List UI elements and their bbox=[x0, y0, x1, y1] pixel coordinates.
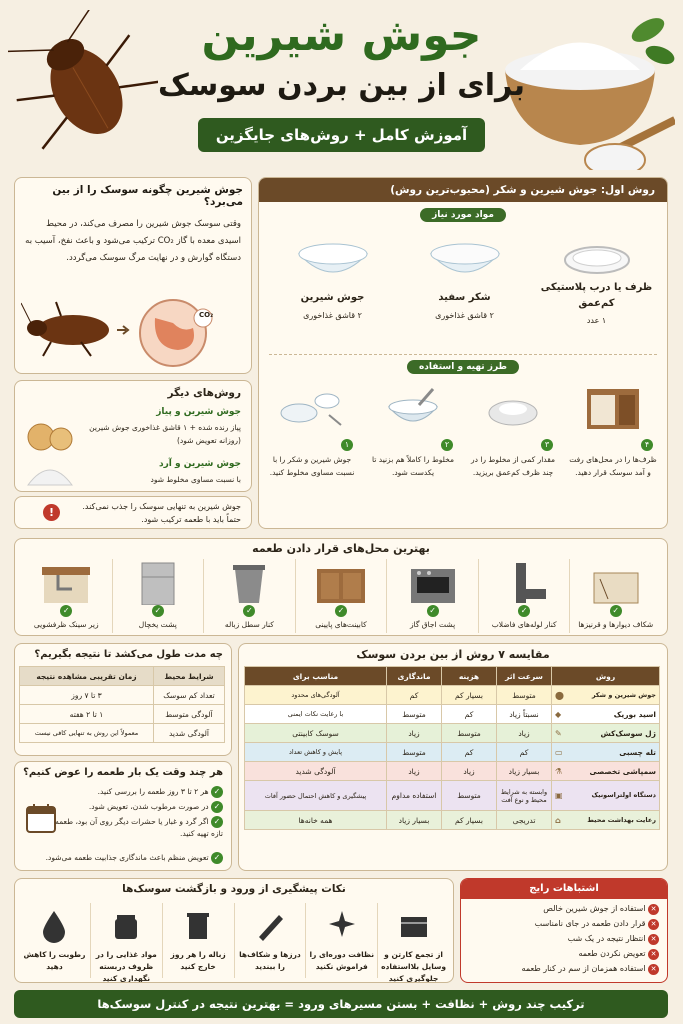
compare-title: مقایسه ۷ روش از بین بردن سوسک bbox=[356, 648, 550, 661]
compare-table bbox=[244, 666, 660, 830]
table-row: ✎ ژل سوسک‌کش زیاد متوسط زیاد سوسک کابینتی bbox=[245, 724, 660, 743]
sparkle-icon bbox=[323, 907, 361, 945]
dish-icon bbox=[483, 385, 543, 431]
other-method-item bbox=[71, 407, 241, 447]
list-item: ✕ قرار دادن طعمه در جای نامناسب bbox=[469, 918, 659, 930]
other-methods-title: روش‌های دیگر bbox=[167, 387, 241, 399]
water-drop-icon bbox=[35, 907, 73, 945]
prevention-text: زباله را هر روز خارج کنید bbox=[170, 950, 226, 971]
method-icon: ▭ bbox=[555, 747, 563, 757]
check-icon: ✓ bbox=[427, 605, 439, 617]
prevention-item bbox=[377, 903, 449, 983]
material-item bbox=[402, 238, 527, 320]
check-icon: ✓ bbox=[211, 786, 223, 798]
method1-title: روش اول: جوش شیرین و شکر (محبوب‌ترین روش) bbox=[259, 178, 667, 202]
compare-card bbox=[238, 643, 668, 871]
table-header: مناسب برای bbox=[245, 667, 387, 686]
list-item: ✓ هر ۲ تا ۳ روز طعمه را بررسی کنید. bbox=[51, 786, 223, 798]
step-text: مقدار کمی از مخلوط را در چند ظرف کم‌عمق بریزید. bbox=[470, 455, 556, 477]
material-name: شکر سفید bbox=[438, 292, 491, 303]
list-item: ✓ در صورت مرطوب شدن، تعویض شود. bbox=[51, 801, 223, 813]
place-item bbox=[112, 559, 204, 633]
step-number: ۲ bbox=[441, 439, 453, 451]
places-title: بهترین محل‌های قرار دادن طعمه bbox=[252, 542, 430, 555]
stove-icon bbox=[405, 559, 461, 605]
table-row: ◆ اسید بوریک نسبتاً زیاد کم متوسط با رعایت نکات ایمنی bbox=[245, 705, 660, 724]
step-number: ۴ bbox=[641, 439, 653, 451]
place-label: کابینت‌های پایینی bbox=[315, 620, 367, 629]
prevention-item bbox=[234, 903, 306, 978]
place-label: کنار سطل زباله bbox=[224, 620, 274, 629]
check-icon: ✓ bbox=[335, 605, 347, 617]
table-row: ⬤ جوش شیرین و شکر متوسط بسیار کم کم آلودگی‌های محدود bbox=[245, 686, 660, 705]
step-text: ظرف‌ها را در محل‌های رفت و آمد سوسک قرار دهید. bbox=[569, 455, 657, 477]
place-item bbox=[478, 559, 570, 633]
flour-icon bbox=[25, 461, 75, 487]
list-item: ✓ اگر گرد و غبار یا حشرات دیگر روی آن بود، طعمه تازه تهیه کنید. bbox=[55, 817, 223, 838]
check-icon: ✓ bbox=[60, 605, 72, 617]
table-header: زمان تقریبی مشاهده نتیجه bbox=[20, 667, 154, 686]
list-item: ✕ استفاده همزمان از سم در کنار طعمه bbox=[469, 963, 659, 975]
material-name: ظرف یا درب پلاستیکی کم‌عمق bbox=[540, 282, 653, 309]
trash-bin-icon bbox=[221, 559, 277, 605]
mixing-bowl-icon bbox=[383, 385, 443, 431]
box-icon bbox=[395, 907, 433, 945]
place-label: کنار لوله‌های فاضلاب bbox=[491, 620, 557, 629]
table-row: ⌂ رعایت بهداشت محیط تدریجی بسیار کم بسیار زیاد همه خانه‌ها bbox=[245, 811, 660, 830]
table-row: ⚗ سمپاشی تخصصی بسیار زیاد زیاد زیاد آلودگی شدید bbox=[245, 762, 660, 781]
table-row: آلودگی شدید معمولاً این روش به تنهایی کافی نیست bbox=[20, 724, 225, 743]
material-qty: ۱ عدد bbox=[586, 316, 607, 325]
prevention-text: رطوبت را کاهش دهید bbox=[23, 950, 86, 971]
header bbox=[0, 0, 683, 170]
duration-card bbox=[14, 643, 232, 756]
mistakes-card bbox=[460, 878, 668, 983]
check-icon: ✓ bbox=[152, 605, 164, 617]
place-item bbox=[21, 559, 112, 633]
trash-icon bbox=[179, 907, 217, 945]
page-title: جوش شیرین bbox=[201, 10, 482, 61]
table-row: آلودگی متوسط ۱ تا ۲ هفته bbox=[20, 705, 225, 724]
other-methods-card bbox=[14, 380, 252, 492]
footer-banner: ترکیب چند روش + نظافت + بستن مسیرهای ورود = بهترین نتیجه در کنترل سوسک‌ها bbox=[14, 990, 668, 1018]
material-qty: ۲ قاشق غذاخوری bbox=[435, 311, 494, 320]
method-icon: ◆ bbox=[555, 709, 562, 719]
sink-icon bbox=[38, 559, 94, 605]
stomach-icon bbox=[133, 298, 228, 368]
step-item bbox=[467, 385, 559, 479]
sealant-icon bbox=[251, 907, 289, 945]
material-item bbox=[534, 238, 659, 325]
co2-label: CO₂ bbox=[199, 311, 214, 319]
food-container-icon bbox=[107, 907, 145, 945]
plastic-lid-icon bbox=[562, 238, 632, 278]
prevention-text: مواد غذایی را در ظروف دربسته نگهداری کنید bbox=[95, 950, 157, 983]
close-icon: ✕ bbox=[648, 904, 659, 915]
drain-pipe-icon bbox=[496, 559, 552, 605]
warning-card bbox=[14, 496, 252, 529]
table-header: هزینه bbox=[442, 667, 497, 686]
table-row: تعداد کم سوسک ۳ تا ۷ روز bbox=[20, 686, 225, 705]
place-item bbox=[386, 559, 478, 633]
material-qty: ۲ قاشق غذاخوری bbox=[303, 311, 362, 320]
step-text: مخلوط را کاملاً هم بزنید تا یکدست شود. bbox=[372, 455, 454, 477]
replace-list bbox=[51, 786, 223, 843]
replace-card bbox=[14, 761, 232, 871]
header-banner: آموزش کامل + روش‌های جایگزین bbox=[198, 118, 485, 152]
list-item: ✕ انتظار نتیجه در یک شب bbox=[469, 933, 659, 945]
replace-title: هر چند وقت یک بار طعمه را عوض کنیم؟ bbox=[23, 767, 223, 778]
check-icon: ✓ bbox=[518, 605, 530, 617]
method-icon: ⚗ bbox=[555, 766, 563, 776]
table-header: سرعت اثر bbox=[497, 667, 552, 686]
step-item bbox=[567, 385, 659, 479]
materials-label: مواد مورد نیاز bbox=[420, 208, 506, 222]
other-method-desc: با نسبت مساوی مخلوط شود bbox=[150, 475, 241, 484]
other-method-item bbox=[71, 459, 241, 486]
prevention-title: نکات پیشگیری از ورود و بازگشت سوسک‌ها bbox=[122, 883, 346, 895]
baking-soda-bowl-icon bbox=[297, 238, 369, 282]
other-method-desc: پیاز رنده شده + ۱ قاشق غذاخوری جوش شیرین (روزانه تعویض شود) bbox=[89, 423, 241, 445]
cabinet-icon bbox=[583, 385, 643, 431]
place-item bbox=[569, 559, 661, 633]
prevention-item bbox=[162, 903, 234, 978]
place-item bbox=[295, 559, 387, 633]
place-label: شکاف دیوارها و قرنیزها bbox=[578, 620, 654, 629]
method-icon: ▣ bbox=[555, 791, 563, 800]
step-text: جوش شیرین و شکر را با نسبت مساوی مخلوط کنید. bbox=[269, 455, 355, 477]
cockroach-icon bbox=[8, 10, 158, 160]
table-row: ▭ تله چسبی کم کم متوسط پایش و کاهش تعداد bbox=[245, 743, 660, 762]
wall-crack-icon bbox=[588, 559, 644, 605]
fridge-icon bbox=[130, 559, 186, 605]
table-header: ماندگاری bbox=[387, 667, 442, 686]
how-it-works-body: وقتی سوسک جوش شیرین را مصرف می‌کند، در محیط اسیدی معده با گاز CO₂ ترکیب می‌شود و باعث نفخ، آسیب به دستگاه گوارش و در نهایت مرگ سوسک می‌گردد. bbox=[25, 219, 241, 263]
table-header: شرایط محیط bbox=[153, 667, 224, 686]
prevention-item bbox=[19, 903, 90, 978]
places-card bbox=[14, 538, 668, 636]
close-icon: ✕ bbox=[648, 934, 659, 945]
alert-icon: ! bbox=[43, 504, 60, 521]
cockroach-icon bbox=[21, 298, 121, 358]
sugar-bowl-icon bbox=[429, 238, 501, 282]
close-icon: ✕ bbox=[648, 964, 659, 975]
list-item: ✕ تعویض نکردن طعمه bbox=[469, 948, 659, 960]
two-bowls-icon bbox=[277, 385, 347, 431]
step-item bbox=[265, 385, 359, 479]
table-row: ▣ دستگاه اولتراسونیک وابسته به شرایط محیط و نوع آفت متوسط استفاده مداوم پیشگیری و کاهش احتمال حضور آفات bbox=[245, 781, 660, 811]
how-it-works-title: جوش شیرین چگونه سوسک را از بین می‌برد؟ bbox=[52, 184, 243, 208]
cabinet-icon bbox=[313, 559, 369, 605]
place-label: پشت یخچال bbox=[138, 620, 177, 629]
check-icon: ✓ bbox=[610, 605, 622, 617]
warning-text: جوش شیرین به تنهایی سوسک را جذب نمی‌کند. حتماً باید با طعمه ترکیب شود. bbox=[82, 502, 241, 524]
close-icon: ✕ bbox=[648, 919, 659, 930]
method1-card bbox=[258, 177, 668, 529]
method-icon: ✎ bbox=[555, 728, 562, 738]
prevention-item bbox=[90, 903, 162, 983]
check-icon: ✓ bbox=[243, 605, 255, 617]
prevention-item bbox=[305, 903, 377, 978]
step-number: ۳ bbox=[541, 439, 553, 451]
prevention-card bbox=[14, 878, 454, 983]
method-icon: ⌂ bbox=[555, 815, 561, 825]
place-label: زیر سینک ظرفشویی bbox=[33, 620, 99, 629]
prevention-text: از تجمع کارتن و وسایل بلااستفاده جلوگیری کنید bbox=[381, 950, 447, 983]
other-method-title: جوش شیرین و پیاز bbox=[156, 407, 241, 417]
mistakes-title: اشتباهات رایج bbox=[461, 879, 667, 899]
material-name: جوش شیرین bbox=[300, 292, 365, 303]
arrow-icon bbox=[117, 324, 131, 336]
table-header: روش bbox=[552, 667, 660, 686]
onion-icon bbox=[25, 419, 75, 451]
prep-label: طرز تهیه و استفاده bbox=[407, 360, 519, 374]
list-item: ✓ تعویض منظم باعث ماندگاری جذابیت طعمه می‌شود. bbox=[17, 852, 223, 864]
method-icon: ⬤ bbox=[555, 690, 564, 700]
place-item bbox=[203, 559, 295, 633]
prevention-text: نظافت دوره‌ای را فراموش نکنید bbox=[309, 950, 375, 971]
step-number: ۱ bbox=[341, 439, 353, 451]
how-it-works-card bbox=[14, 177, 252, 374]
check-icon: ✓ bbox=[211, 852, 223, 864]
prevention-text: درزها و شکاف‌ها را ببندید bbox=[239, 950, 301, 971]
other-method-title: جوش شیرین و آرد bbox=[158, 459, 241, 469]
duration-title: چه مدت طول می‌کشد تا نتیجه بگیریم؟ bbox=[34, 649, 223, 660]
material-item bbox=[270, 238, 395, 320]
close-icon: ✕ bbox=[648, 949, 659, 960]
duration-table bbox=[19, 666, 225, 743]
list-item: ✕ استفاده از جوش شیرین خالص bbox=[469, 903, 659, 915]
page-subtitle: برای از بین بردن سوسک bbox=[157, 68, 525, 103]
check-icon: ✓ bbox=[211, 816, 223, 828]
place-label: پشت اجاق گاز bbox=[409, 620, 456, 629]
step-item bbox=[367, 385, 459, 479]
check-icon: ✓ bbox=[211, 801, 223, 813]
